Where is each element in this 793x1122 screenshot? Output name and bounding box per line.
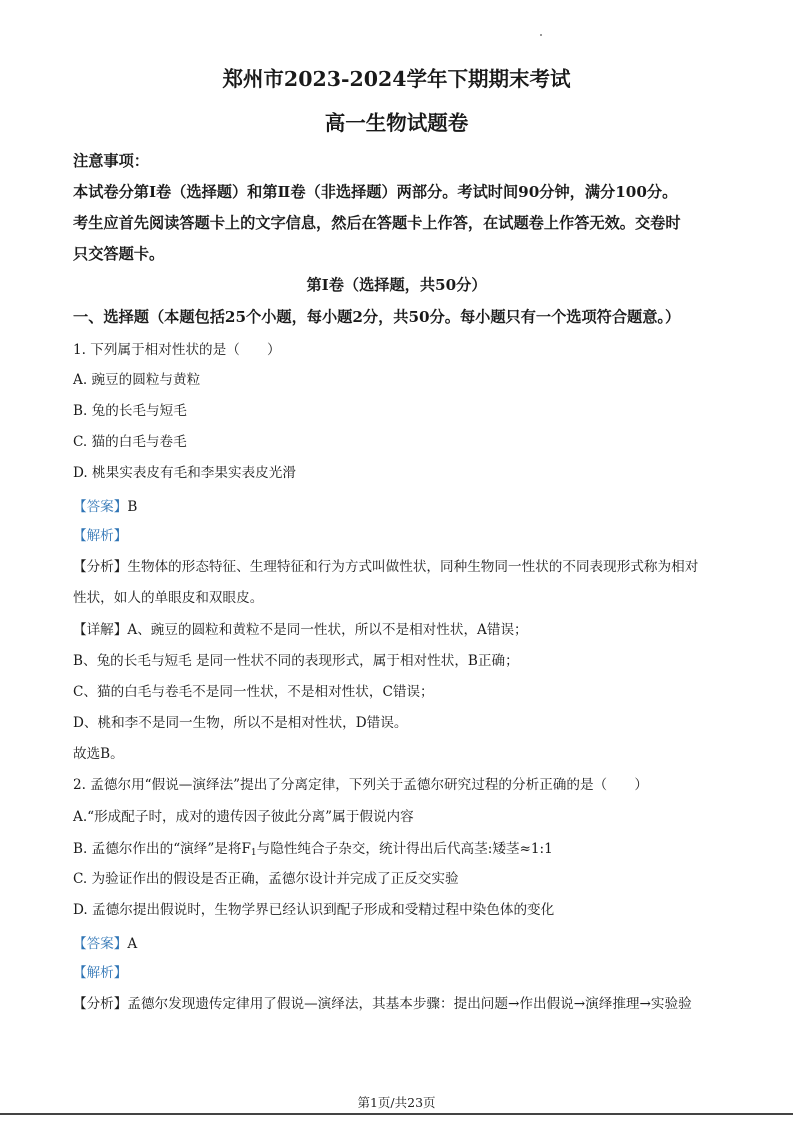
q1-option-a: A. 豌豆的圆粒与黄粒 [73,372,201,388]
q2-fenxi-line-1: 【分析】孟德尔发现遗传定律用了假说—演绎法，其基本步骤：提出问题→作出假说→演绎推理→实验验 [73,996,692,1012]
fenxi-tag: 【分析】 [73,996,128,1012]
q2-option-c: C. 为验证作出的假设是否正确，孟德尔设计并完成了正反交实验 [73,871,459,887]
notice-line-1: 本试卷分第Ⅰ卷（选择题）和第Ⅱ卷（非选择题）两部分。考试时间90分钟，满分100分。 [73,183,678,201]
q1-xiangjie-line-3: C、猫的白毛与卷毛不是同一性状，不是相对性状，C错误； [73,684,434,700]
q2-answer: A [127,936,138,952]
page-footer: 第1页/共23页 [357,1095,436,1110]
q1-jiexi-tag: 【解析】 [73,528,128,544]
q1-fenxi-line-2: 性状，如人的单眼皮和双眼皮。 [73,590,264,606]
q1-option-d: D. 桃果实表皮有毛和李果实表皮光滑 [73,465,296,481]
q1-option-c: C. 猫的白毛与卷毛 [73,434,187,450]
answer-tag: 【答案】 [73,936,128,952]
notice-line-3: 只交答题卡。 [73,245,165,263]
q2-option-a: A.“形成配子时，成对的遗传因子彼此分离”属于假说内容 [73,809,414,825]
notice-heading: 注意事项： [73,152,149,170]
q2-jiexi-tag: 【解析】 [73,965,128,981]
q1-xiangjie-line-4: D、桃和李不是同一生物，所以不是相对性状，D错误。 [73,715,408,731]
q1-stem: 1. 下列属于相对性状的是（ ） [73,342,281,358]
q1-xiangjie-line-2: B、兔的长毛与短毛 是同一性状不同的表现形式，属于相对性状，B正确； [73,653,519,669]
scan-dot [540,34,542,36]
fenxi-tag: 【分析】 [73,559,128,575]
exam-subtitle: 高一生物试题卷 [324,111,469,135]
q1-answer-row [73,495,137,515]
answer-tag: 【答案】 [73,499,128,515]
section-title: 第Ⅰ卷（选择题，共50分） [306,276,487,294]
part-title: 一、选择题（本题包括25个小题，每小题2分，共50分。每小题只有一个选项符合题意。） [73,308,681,326]
q2-option-b: B. 孟德尔作出的“演绎”是将$F_1$与隐性纯合子杂交，统计得出后代高茎:矮茎≈1:1 [73,841,553,858]
q1-answer: B [127,499,138,515]
q1-conclusion: 故选B。 [73,746,124,762]
q1-option-b: B. 兔的长毛与短毛 [73,403,187,419]
q2-stem: 2. 孟德尔用“假说—演绎法”提出了分离定律，下列关于孟德尔研究过程的分析正确的是（ ） [73,777,648,793]
bottom-rule [0,1113,793,1115]
subscript-1: 1 [250,848,257,858]
q2-option-d: D. 孟德尔提出假说时，生物学界已经认识到配子形成和受精过程中染色体的变化 [73,902,555,918]
exam-title: 郑州市2023-2024学年下期期末考试 [222,67,571,91]
q2-answer-row [73,932,137,952]
notice-line-2: 考生应首先阅读答题卡上的文字信息，然后在答题卡上作答，在试题卷上作答无效。交卷时 [73,214,681,232]
q1-fenxi-line-1: 【分析】生物体的形态特征、生理特征和行为方式叫做性状，同种生物同一性状的不同表现形式称为相对 [73,559,699,575]
xiangjie-tag: 【详解】 [73,622,128,638]
q1-xiangjie-line-1: 【详解】A、豌豆的圆粒和黄粒不是同一性状，所以不是相对性状，A错误； [73,622,528,638]
